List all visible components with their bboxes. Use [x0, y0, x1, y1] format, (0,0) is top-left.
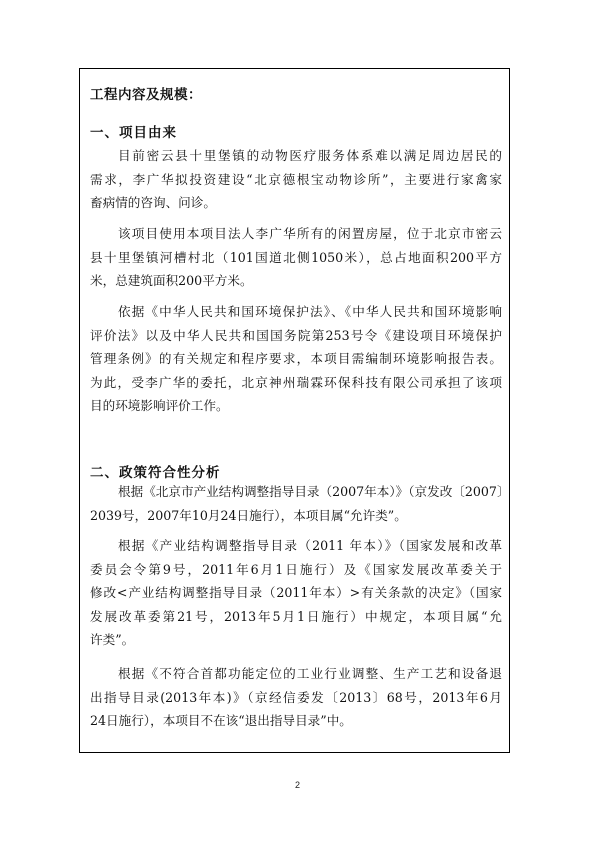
paragraph [90, 144, 502, 215]
paragraph-line: 为此，受李广华的委托，北京神州瑞霖环保科技有限公司承担了该项 [90, 374, 502, 390]
paragraph-line: 目前密云县十里堡镇的动物医疗服务体系难以满足周边居民的 [118, 148, 502, 163]
paragraph-line: 县十里堡镇河槽村北（101国道北侧1050米），总占地面积200平方 [90, 249, 502, 265]
section-heading-policy-compliance: 二、政策符合性分析 [90, 465, 221, 481]
section-heading-project-origin: 一、项目由来 [90, 125, 177, 141]
paragraph-line: 米，总建筑面积200平方米。 [90, 273, 253, 288]
paragraph [90, 300, 502, 418]
paragraph-line: 管理条例》的有关规定和程序要求，本项目需编制环境影响报告表。 [90, 351, 502, 366]
content-frame [79, 68, 510, 753]
paragraph [90, 534, 502, 652]
paragraph-line: 目的环境影响评价工作。 [90, 398, 229, 413]
paragraph-line: 2039号，2007年10月24日施行），本项目属“允许类”。 [90, 507, 407, 523]
paragraph-line: 评价法》以及中华人民共和国国务院第253号令《建设项目环境保护 [90, 327, 502, 343]
paragraph-line: 24日施行），本项目不在该“退出指导目录”中。 [90, 713, 352, 728]
paragraph-line: 根据《产业结构调整指导目录（2011 年本）》（国家发展和改革 [118, 538, 502, 553]
document-title: 工程内容及规模： [90, 87, 202, 103]
page-number: 2 [294, 780, 300, 790]
paragraph [90, 480, 510, 527]
paragraph-line: 该项目使用本项目法人李广华所有的闲置房屋，位于北京市密云 [118, 226, 502, 241]
paragraph-line: 修改<产业结构调整指导目录（2011年本）>有关条款的决定》（国家 [90, 585, 502, 600]
paragraph-line: 委员会令第9号，2011年6月1日施行）及《国家发展改革委关于 [90, 561, 502, 577]
paragraph-line: 畜病情的咨询、问诊。 [90, 195, 216, 210]
paragraph [90, 662, 502, 733]
paragraph-line: 发展改革委第21号，2013年5月1日施行）中规定，本项目属“允 [90, 608, 502, 624]
paragraph-line: 根据《不符合首都功能定位的工业行业调整、生产工艺和设备退 [118, 666, 502, 681]
paragraph-line: 许类”。 [90, 632, 135, 647]
paragraph-line: 出指导目录(2013年本)》（京经信委发〔2013〕68号，2013年6月 [90, 689, 502, 705]
paragraph-line: 依据《中华人民共和国环境保护法》、《中华人民共和国环境影响 [118, 304, 502, 319]
paragraph-line: 根据《北京市产业结构调整指导目录（2007年本）》（京发改〔2007〕 [118, 484, 510, 499]
paragraph-line: 需求，李广华拟投资建设“北京德根宝动物诊所”，主要进行家禽家 [90, 171, 502, 187]
paragraph [90, 222, 502, 293]
